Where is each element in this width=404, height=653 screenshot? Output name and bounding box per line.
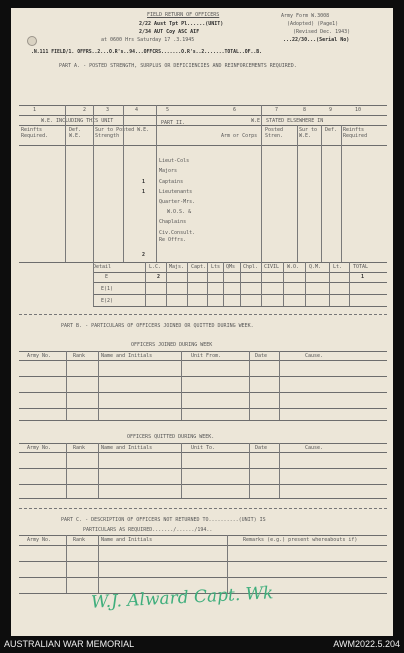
detail-lc: L.C. (149, 264, 162, 270)
rule (19, 145, 387, 146)
detail-label: Detail (93, 264, 112, 270)
row-e1-label: E(1) (101, 286, 114, 292)
row-e2-label: E(2) (101, 298, 114, 304)
quitted-cause-header: Cause. (305, 445, 324, 451)
col-number-5: 5 (166, 107, 170, 113)
rule (19, 420, 387, 421)
part-c-title-line2: PARTICULARS AS REQUIRED......./....../194.. (83, 527, 213, 533)
rank-re-officers: Re Offrs. (159, 237, 187, 243)
rule (19, 498, 387, 499)
column-rule (98, 351, 99, 420)
detail-qms: QMs (226, 264, 236, 270)
form-number: Army Form W.3008 (281, 13, 330, 19)
joined-date-header: Date (255, 353, 268, 359)
column-rule (341, 125, 342, 262)
column-rule (305, 262, 306, 306)
column-rule (283, 262, 284, 306)
rank-majors: Majors (159, 168, 178, 174)
part-c-title: PART C. - DESCRIPTION OF OFFICERS NOT RETURNED TO..........(UNIT) IS (61, 517, 266, 523)
col-number-7: 7 (275, 107, 279, 113)
part-c-army-no-header: Army No. (27, 537, 52, 543)
col-number-1: 1 (33, 107, 37, 113)
surplus-posted-header: Sur to Posted W.E. Strength (95, 127, 150, 139)
detail-lts: Lts (211, 264, 221, 270)
col-number-2: 2 (83, 107, 87, 113)
rule (19, 376, 387, 377)
joined-army-no-header: Army No. (27, 353, 52, 359)
col-number-3: 3 (106, 107, 110, 113)
rule (19, 484, 387, 485)
posted-strength-header: Posted Stren. (265, 127, 284, 139)
form-adopted: (Adopted) (Page1) (287, 21, 339, 27)
rank-lieutenants: Lieutenants (159, 189, 193, 195)
lieutenants-count: 1 (142, 189, 146, 195)
footer-accession-number: AWM2022.5.204 (333, 639, 400, 649)
column-rule (66, 351, 67, 420)
deficiency-header: Def. W.E. (69, 127, 82, 139)
footer-institution: AUSTRALIAN WAR MEMORIAL (4, 639, 135, 649)
rule (19, 105, 387, 106)
column-rule (66, 535, 67, 593)
rule (19, 351, 387, 352)
rule (19, 577, 387, 578)
column-rule (249, 443, 250, 498)
reinfts-required-header-right: Reinfts Required (343, 127, 368, 139)
rank-chaplains: Chaplains (159, 219, 187, 225)
captains-count: 1 (142, 179, 146, 185)
part-b-title: PART B. - PARTICULARS OF OFFICERS JOINED OR QUITTED DURING WEEK. (61, 323, 254, 329)
quitted-army-no-header: Army No. (27, 445, 52, 451)
coy-line: 2/34 AUT Coy ASC AIF (139, 29, 200, 35)
arm-corps-header: Arm or Corps (221, 133, 258, 139)
column-rule (261, 262, 262, 306)
column-rule (279, 351, 280, 420)
detail-wo: W.O. (287, 264, 300, 270)
column-rule (93, 262, 94, 306)
column-rule (166, 262, 167, 306)
detail-total: TOTAL (353, 264, 369, 270)
joined-rank-header: Rank (73, 353, 86, 359)
column-rule (181, 351, 182, 420)
signature: W.J. Alward Capt. Wk (90, 583, 274, 613)
detail-capt: Capt. (191, 264, 207, 270)
rule (19, 452, 387, 453)
joined-unit-from-header: Unit From. (191, 353, 222, 359)
rule (19, 125, 387, 126)
column-rule (349, 262, 350, 306)
column-rule (279, 443, 280, 498)
column-rule (98, 535, 99, 593)
rank-civil-consultants: Civ.Consult. (159, 230, 196, 236)
row-e-total-value: 1 (361, 274, 365, 280)
col-number-10: 10 (355, 107, 362, 113)
row-e-label: E (105, 274, 109, 280)
reinforcements-required-header: Reinfts Required. (21, 127, 49, 139)
quitted-title: OFFICERS QUITTED DURING WEEK. (127, 434, 215, 440)
document-sheet (11, 8, 393, 636)
column-rule (321, 125, 322, 262)
rule (19, 535, 387, 536)
column-rule (98, 443, 99, 498)
rule (19, 545, 387, 546)
we-including-unit: W.E. INCLUDING THIS UNIT (41, 118, 114, 124)
column-rule (156, 105, 157, 262)
rule (19, 443, 387, 444)
date-line: at 0600 Hrs Saturday 17 .3.1945 (101, 37, 195, 43)
rank-lieut-cols: Lieut-Cols (159, 158, 190, 164)
joined-name-header: Name and Initials (101, 353, 153, 359)
column-rule (240, 262, 241, 306)
rule (19, 561, 387, 562)
def-header: Def. (325, 127, 338, 133)
rule (19, 468, 387, 469)
quitted-rank-header: Rank (73, 445, 86, 451)
column-rule (207, 262, 208, 306)
part-c-name-header: Name and Initials (101, 537, 153, 543)
column-rule (261, 105, 262, 262)
form-revised: (Revised Dec. 1943) (293, 29, 351, 35)
rule (19, 115, 387, 116)
column-rule (297, 125, 298, 262)
quitted-date-header: Date (255, 445, 268, 451)
summary-line: .N.111 FIELD/1. OFFRS..2...O.R's..94...OFFCRS.......O.R's..2.......TOTAL..OF..B. (31, 50, 263, 55)
rank-header: PART II. (161, 120, 186, 126)
col-number-4: 4 (135, 107, 139, 113)
punch-hole (27, 36, 37, 46)
unit-line: 2/22 Aust Tpt Pl......(UNIT) (139, 21, 224, 27)
joined-title: OFFICERS JOINED DURING WEEK (131, 342, 213, 348)
detail-qm: Q.M. (309, 264, 322, 270)
column-rule (123, 105, 124, 262)
column-rule (145, 262, 146, 306)
rule (93, 306, 387, 307)
surplus-we-header: Sur to W.E. (299, 127, 318, 139)
joined-cause-header: Cause. (305, 353, 324, 359)
rule (19, 314, 387, 315)
column-rule (66, 443, 67, 498)
column-rule (187, 262, 188, 306)
part-a-title: PART A. - POSTED STRENGTH, SURPLUS OR DEFICIENCIES AND REINFORCEMENTS REQUIRED. (59, 63, 297, 69)
column-rule (93, 105, 94, 262)
column-rule (249, 351, 250, 420)
column-rule (181, 443, 182, 498)
rank-quarter-masters: Quarter-Mrs. (159, 199, 196, 205)
rule (19, 392, 387, 393)
detail-chpl: Chpl. (243, 264, 259, 270)
column-rule (65, 105, 66, 262)
quitted-unit-to-header: Unit To. (191, 445, 216, 451)
rank-warrant-officers: W.O.S. & (167, 209, 192, 215)
quitted-name-header: Name and Initials (101, 445, 153, 451)
col-number-9: 9 (329, 107, 333, 113)
column-rule (223, 262, 224, 306)
col-number-6: 6 (233, 107, 237, 113)
we-stated-elsewhere: W.E. STATED ELSEWHERE IN (251, 118, 324, 124)
detail-lt: Lt. (333, 264, 343, 270)
serial-number: ...22/30...(Serial No) (283, 37, 350, 43)
rule (19, 408, 387, 409)
row-e-lc-value: 2 (157, 274, 161, 280)
detail-civil: CIVIL (264, 264, 280, 270)
col-number-8: 8 (303, 107, 307, 113)
part-c-remarks-header: Remarks (e.g.) present whereabouts if) (243, 537, 358, 543)
rule (19, 360, 387, 361)
rank-captains: Captains (159, 179, 184, 185)
rule (19, 508, 387, 509)
part-c-rank-header: Rank (73, 537, 86, 543)
column-rule (329, 262, 330, 306)
detail-majs: Majs. (169, 264, 185, 270)
posted-total: 2 (142, 252, 146, 258)
rule (19, 262, 387, 263)
form-title: FIELD RETURN OF OFFICERS (147, 12, 220, 18)
column-rule (227, 535, 228, 593)
